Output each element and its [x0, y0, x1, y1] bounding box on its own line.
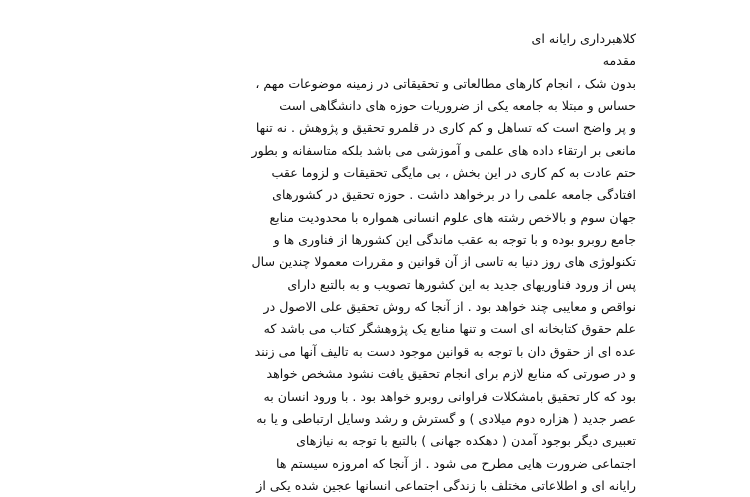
paragraph-line: نواقص و معایبی چند خواهد بود . از آنجا که روش تحقیق علی الاصول در: [263, 299, 636, 315]
paragraph-line: افتادگی جامعه علمی را در برخواهد داشت . حوزه تحقیق در کشورهای: [272, 187, 636, 203]
paragraph-line: حساس و مبتلا به جامعه یکی از ضروریات حوزه های دانشگاهی است: [279, 98, 636, 114]
paragraph-line: عده ای از حقوق دان با توجه به قوانین موجود دست به تالیف آنها می زنند: [254, 343, 636, 359]
document-text: [112, 28, 636, 497]
paragraph-line: و در صورتی که منابع لازم برای انجام تحقیق یافت نشود مشخص خواهد: [266, 366, 636, 382]
paragraph-line: بدون شک ، انجام کارهای مطالعاتی و تحقیقاتی در زمینه موضوعات مهم ،: [255, 75, 636, 91]
paragraph-line: علم حقوق کتابخانه ای است و تنها منابع یک پژوهشگر کتاب می باشد که: [263, 321, 636, 337]
paragraph-line: جهان سوم و بالاخص رشته های علوم انسانی همواره با محدودیت منابع: [269, 209, 636, 225]
paragraph-line: عصر جدید ( هزاره دوم میلادی ) و گسترش و رشد وسایل ارتباطی و یا به: [256, 410, 636, 426]
paragraph-line: جامع روبرو بوده و با توجه به عقب ماندگی این کشورها از فناوری ها و: [273, 232, 636, 248]
paragraph-line: حتم عادت به کم کاری در این بخش ، بی مایگی تحقیقات و لزوما عقب: [271, 165, 636, 181]
paragraph-line: و پر واضح است که تساهل و کم کاری در قلمرو تحقیق و پژوهش . نه تنها: [255, 120, 636, 136]
paragraph-line: اجتماعی ضرورت هایی مطرح می شود . از آنجا که امروزه سیستم ها: [276, 455, 636, 471]
paragraph-line: تکنولوژی های روز دنیا به تاسی از آن قوانین و مقررات معمولا چندین سال: [251, 254, 636, 270]
paragraph-line: تعبیری دیگر بوجود آمدن ( دهکده جهانی ) بالتبع با توجه به نیازهای: [296, 433, 636, 449]
paragraph-line: بود که کار تحقیق بامشکلات فراوانی روبرو خواهد بود . با ورود انسان به: [263, 388, 636, 404]
section-heading: مقدمه: [602, 53, 636, 69]
paragraph-line: پس از ورود فناوریهای جدید به این کشورها تصویب و به بالتبع دارای: [287, 276, 636, 292]
paragraph-line: رایانه ای و اطلاعاتی مختلف با زندگی اجتماعی انسانها عجین شده یکی از: [256, 477, 636, 493]
document-title: کلاهبرداری رایانه ای: [531, 31, 636, 46]
paragraph-line: مانعی بر ارتقاء داده های علمی و آموزشی می باشد بلکه متاسفانه و بطور: [251, 142, 636, 158]
